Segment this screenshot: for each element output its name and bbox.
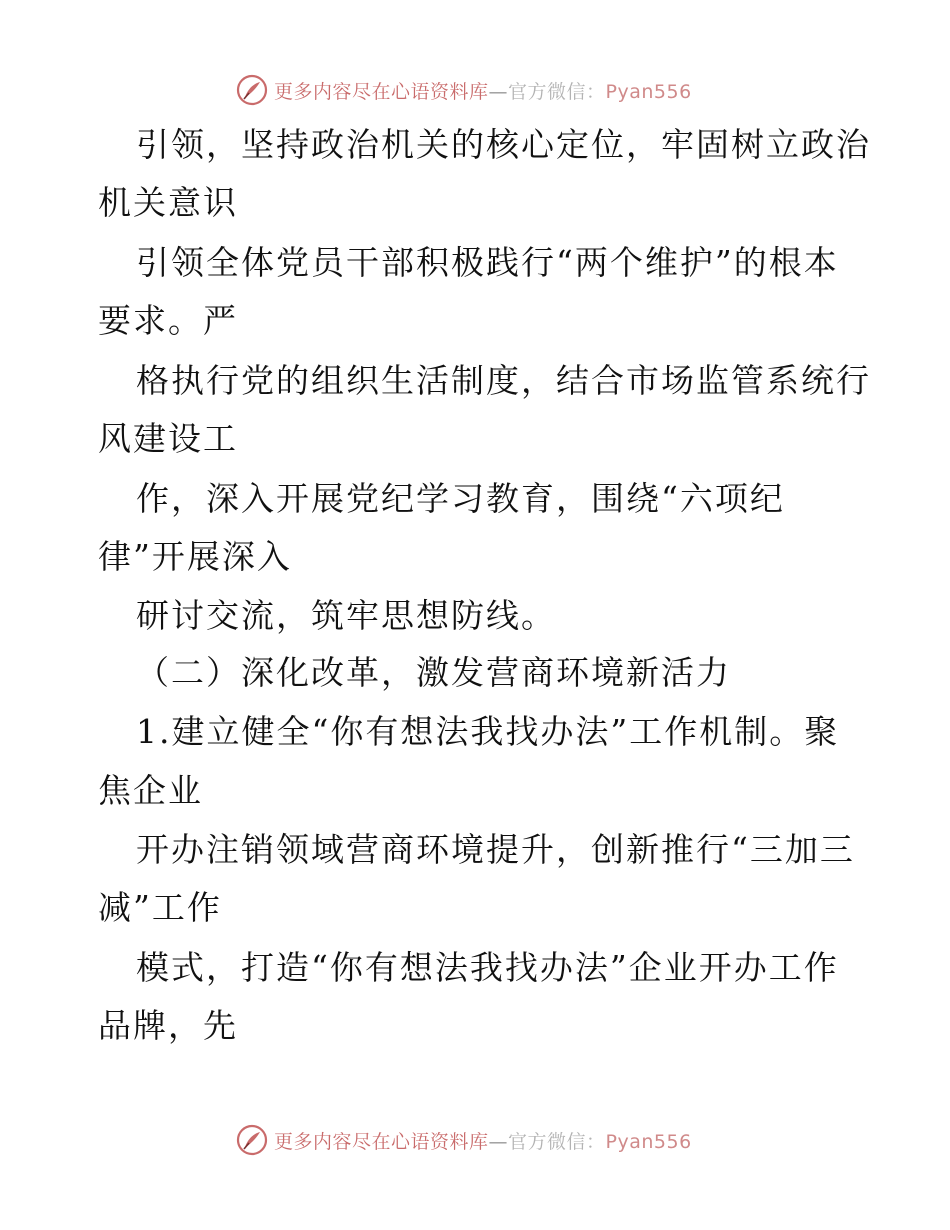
header-watermark bbox=[236, 73, 692, 107]
text-line: 引领全体党员干部积极践行“两个维护”的根本 bbox=[136, 243, 839, 282]
text-line: 风建设工 bbox=[98, 419, 238, 458]
watermark-text: 更多内容尽在心语资料库—官方微信：Pyan556 bbox=[274, 1130, 692, 1153]
text-line: 焦企业 bbox=[98, 771, 203, 810]
text-line: 减”工作 bbox=[98, 888, 222, 927]
text-line: 格执行党的组织生活制度，结合市场监管系统行 bbox=[136, 361, 871, 400]
text-line: 引领，坚持政治机关的核心定位，牢固树立政治 bbox=[136, 125, 871, 164]
text-line: 机关意识 bbox=[98, 183, 238, 222]
watermark-text: 更多内容尽在心语资料库—官方微信：Pyan556 bbox=[274, 80, 692, 103]
text-line: 律”开展深入 bbox=[98, 537, 292, 576]
section-heading: （二）深化改革，激发营商环境新活力 bbox=[136, 653, 731, 692]
text-line: 品牌，先 bbox=[98, 1006, 238, 1045]
text-line: 研讨交流，筑牢思想防线。 bbox=[136, 596, 556, 635]
feather-pen-circle-icon bbox=[236, 74, 268, 106]
text-line: 1.建立健全“你有想法我找办法”工作机制。聚 bbox=[136, 712, 840, 751]
text-line: 模式，打造“你有想法我找办法”企业开办工作 bbox=[136, 948, 839, 987]
text-line: 开办注销领域营商环境提升，创新推行“三加三 bbox=[136, 830, 855, 869]
text-line: 作，深入开展党纪学习教育，围绕“六项纪 bbox=[136, 479, 785, 518]
feather-pen-circle-icon bbox=[236, 1124, 268, 1156]
footer-watermark bbox=[236, 1123, 692, 1157]
text-line: 要求。严 bbox=[98, 301, 238, 340]
